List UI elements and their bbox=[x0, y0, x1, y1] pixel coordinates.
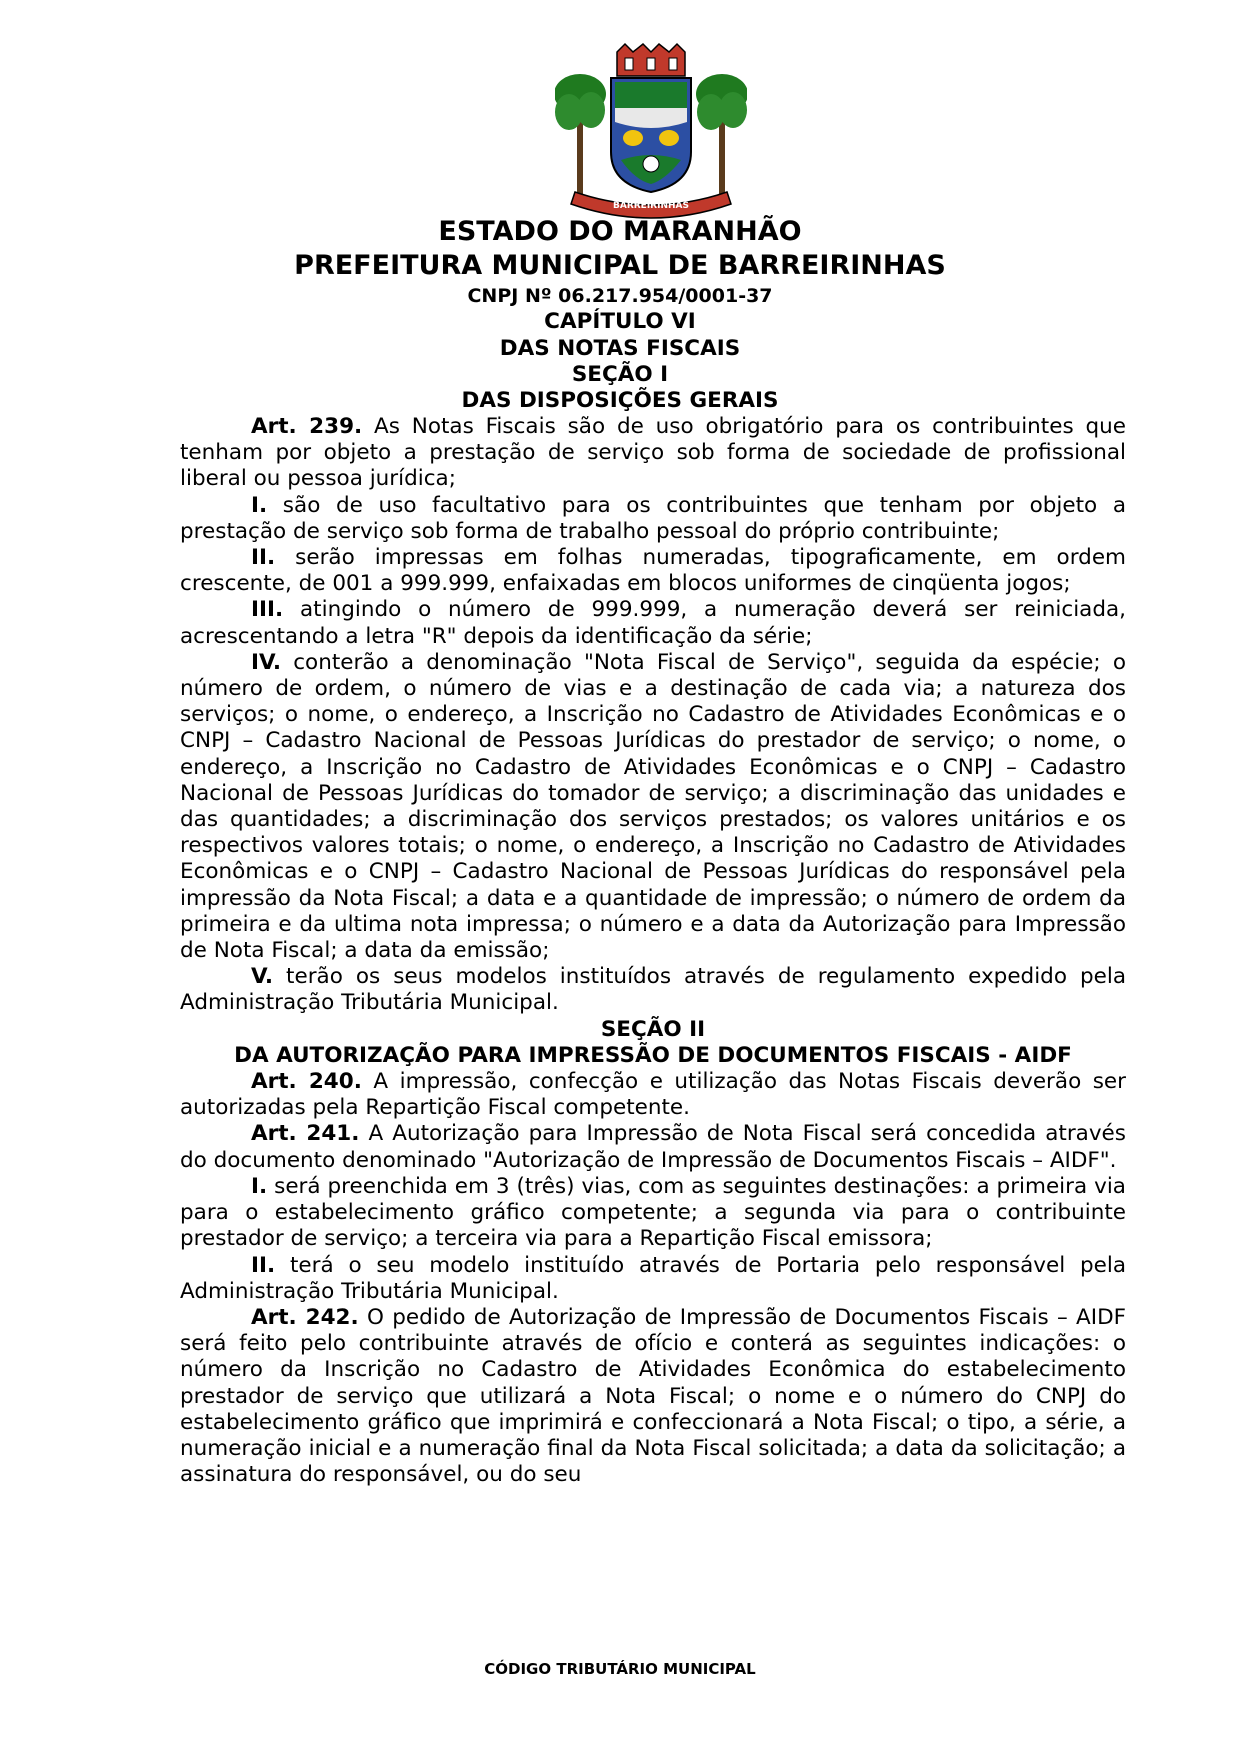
section-2-title: DA AUTORIZAÇÃO PARA IMPRESSÃO DE DOCUMENTOS FISCAIS - AIDF bbox=[234, 1042, 1072, 1068]
article-239 bbox=[180, 414, 1126, 493]
document-body bbox=[180, 414, 1126, 1488]
cnpj-line: CNPJ Nº 06.217.954/0001-37 bbox=[467, 285, 773, 307]
article-241-item-1: I. será preenchida em 3 (três) vias, com as seguintes destinações: a primeira via para o estabelecimento gráfico competente; a segunda via para o contribuinte prestador de serviço; a terceira via para a Repartição Fiscal emissora; bbox=[180, 1173, 1126, 1252]
article-239-item-3: III. atingindo o número de 999.999, a numeração deverá ser reiniciada, acrescentando a letra "R" depois da identificação da série; bbox=[180, 597, 1126, 649]
article-label: Art. 239. bbox=[251, 414, 363, 439]
city-hall-title: PREFEITURA MUNICIPAL DE BARREIRINHAS bbox=[294, 250, 946, 281]
municipal-coat-of-arms-logo bbox=[555, 42, 747, 220]
article-242: Art. 242. O pedido de Autorização de Impressão de Documentos Fiscais – AIDF será feito pelo contribuinte através de ofício e conterá as seguintes indicações: o número da Inscrição no Cadastro de Atividades Econômica do estabelecimento prestador de serviço que utilizará a Nota Fiscal; o nome e o número do CNPJ do estabelecimento gráfico que imprimirá e confeccionará a Nota Fiscal; o tipo, a série, a numeração inicial e a numeração final da Nota Fiscal solicitada; a data da solicitação; a assinatura do responsável, ou do seu bbox=[180, 1304, 1126, 1488]
chapter-heading: CAPÍTULO VI bbox=[544, 309, 696, 334]
article-241: Art. 241. A Autorização para Impressão de Nota Fiscal será concedida através do documento denominado "Autorização de Impressão de Documentos Fiscais – AIDF". bbox=[180, 1121, 1126, 1173]
article-240: Art. 240. A impressão, confecção e utilização das Notas Fiscais deverão ser autorizadas pela Repartição Fiscal competente. bbox=[180, 1069, 1126, 1121]
section-title: DAS DISPOSIÇÕES GERAIS bbox=[461, 388, 779, 413]
chapter-title: DAS NOTAS FISCAIS bbox=[499, 336, 741, 361]
article-239-item-5: V. terão os seus modelos instituídos através de regulamento expedido pela Administração Tributária Municipal. bbox=[180, 964, 1126, 1016]
article-text: As Notas Fiscais são de uso obrigatório para os contribuintes que tenham por objeto a prestação de serviço sob forma de sociedade de profissional liberal ou pessoa jurídica; bbox=[180, 414, 1126, 492]
article-239-item-4: IV. conterão a denominação "Nota Fiscal de Serviço", seguida da espécie; o número de ordem, o número de vias e a destinação de cada via; a natureza dos serviços; o nome, o endereço, a Inscrição no Cadastro de Atividades Econômicas e o CNPJ – Cadastro Nacional de Pessoas Jurídicas do prestador de serviço; o nome, o endereço, a Inscrição no Cadastro de Atividades Econômicas e o CNPJ – Cadastro Nacional de Pessoas Jurídicas do tomador de serviço; a discriminação das unidades e das quantidades; a discriminação dos serviços prestados; os valores unitários e os respectivos valores totais; o nome, o endereço, a Inscrição no Cadastro de Atividades Econômicas e o CNPJ – Cadastro Nacional de Pessoas Jurídicas do responsável pela impressão da Nota Fiscal; a data e a quantidade de impressão; o número de ordem da primeira e da ultima nota impressa; o número e a data da Autorização para Impressão de Nota Fiscal; a data da emissão; bbox=[180, 649, 1126, 964]
article-239-item-1: I. são de uso facultativo para os contribuintes que tenham por objeto a prestação de serviço sob forma de trabalho pessoal do próprio contribuinte; bbox=[180, 492, 1126, 544]
article-241-item-2: II. terá o seu modelo instituído através de Portaria pelo responsável pela Administração Tributária Municipal. bbox=[180, 1252, 1126, 1304]
article-239-item-2: II. serão impressas em folhas numeradas, tipograficamente, em ordem crescente, de 001 a 999.999, enfaixadas em blocos uniformes de cinqüenta jogos; bbox=[180, 545, 1126, 597]
crest-banner-text: BARREIRINHAS bbox=[613, 201, 689, 211]
page-footer: CÓDIGO TRIBUTÁRIO MUNICIPAL bbox=[484, 1660, 756, 1678]
section-heading: SEÇÃO I bbox=[571, 362, 669, 387]
section-2-heading: SEÇÃO II bbox=[600, 1016, 706, 1042]
state-title: ESTADO DO MARANHÃO bbox=[438, 216, 802, 247]
